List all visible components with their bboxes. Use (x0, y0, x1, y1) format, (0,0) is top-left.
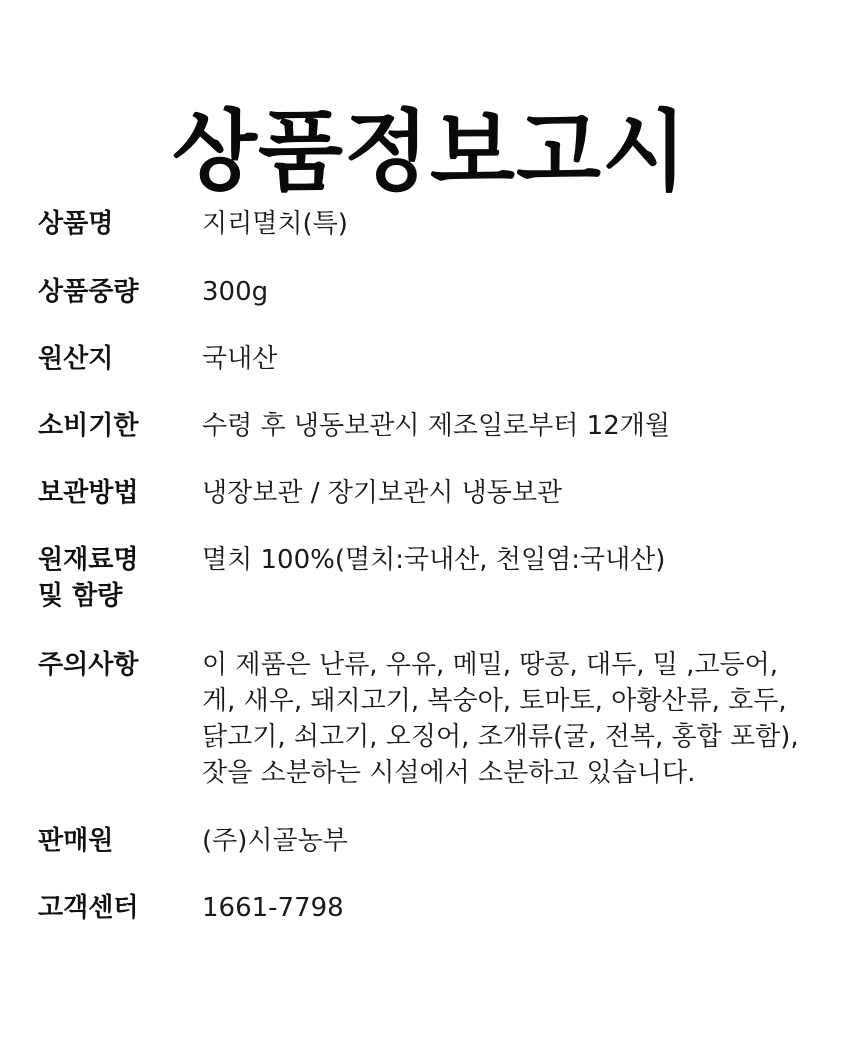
info-row-seller (38, 823, 838, 890)
row-label: 소비기한 (38, 411, 139, 441)
caution-line: 잣을 소분하는 시설에서 소분하고 있습니다. (202, 758, 696, 788)
product-info-table (38, 206, 838, 930)
row-value: 지리멸치(특) (202, 209, 348, 239)
row-label: 보관방법 (38, 478, 139, 508)
row-value: 1661-7798 (202, 893, 344, 923)
row-value: 300g (202, 277, 269, 307)
row-value: 멸치 100%(멸치:국내산, 천일염:국내산) (202, 545, 666, 575)
info-row-weight (38, 274, 838, 341)
info-row-storage (38, 475, 838, 542)
info-row-customer-center (38, 890, 838, 930)
row-label: 판매원 (38, 826, 114, 856)
row-label: 상품명 (38, 209, 114, 239)
row-value: (주)시골농부 (202, 826, 348, 856)
row-value: 수령 후 냉동보관시 제조일로부터 12개월 (202, 411, 670, 441)
info-row-product-name (38, 206, 838, 274)
row-value: 냉장보관 / 장기보관시 냉동보관 (202, 478, 563, 508)
info-row-origin (38, 341, 838, 408)
row-value (202, 647, 838, 791)
row-value: 국내산 (202, 344, 278, 374)
caution-line: 이 제품은 난류, 우유, 메밀, 땅콩, 대두, 밀 ,고등어, (202, 650, 779, 680)
info-row-caution (38, 647, 838, 823)
caution-line: 게, 새우, 돼지고기, 복숭아, 토마토, 아황산류, 호두, (202, 686, 787, 716)
caution-line: 닭고기, 쇠고기, 오징어, 조개류(굴, 전복, 홍합 포함), (202, 722, 799, 752)
info-row-expiry (38, 408, 838, 475)
row-label: 주의사항 (38, 650, 139, 680)
row-label: 원산지 (38, 344, 114, 374)
row-label: 상품중량 (38, 277, 139, 307)
row-label: 원재료명 및 함량 (38, 545, 139, 611)
row-label: 고객센터 (38, 893, 139, 923)
info-row-ingredients (38, 542, 838, 647)
page-title: 상품정보고시 (171, 99, 689, 203)
